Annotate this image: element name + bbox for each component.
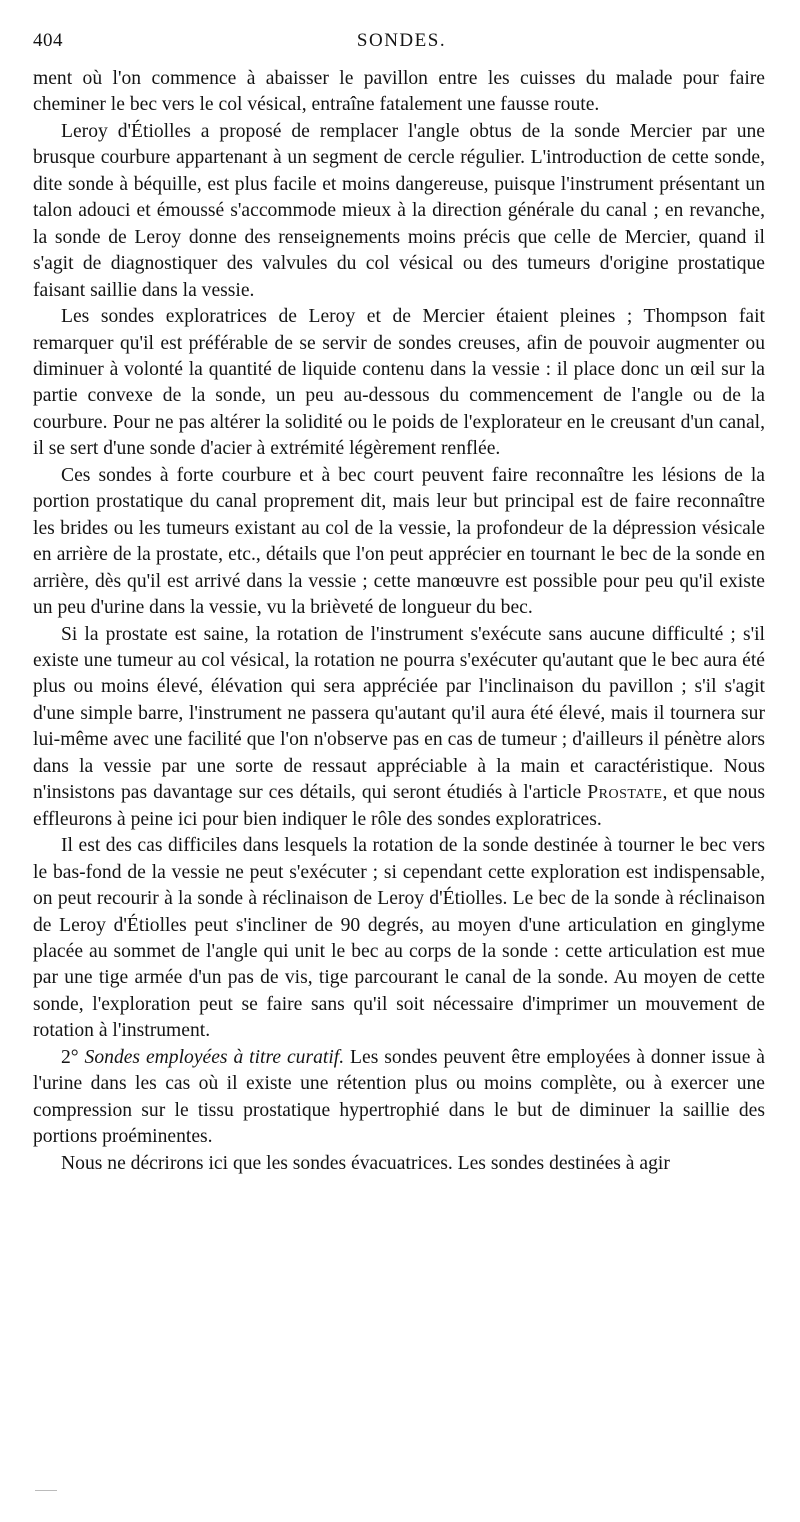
body-text <box>33 66 765 1177</box>
paragraph-prostate-saine <box>33 622 765 834</box>
paragraph-text: Ces sondes à forte courbure et à bec court peuvent faire reconnaître les lésions de la portion prostatique du canal proprement dit, mais leur but principal est de faire reconnaître les brides ou les tumeurs existant au col de la vessie, la profondeur de la dépression vésicale en arrière de la prostate, etc., détails que l'on peut apprécier en tournant le bec de la sonde en arrière, dès qu'il est arrivé dans la vessie ; cette manœuvre est possible pour peu qu'il existe un peu d'urine dans la vessie, vu la brièveté de longueur du bec. <box>33 464 765 619</box>
page-number: 404 <box>33 30 63 51</box>
paragraph-continuation <box>33 66 765 119</box>
paragraph-text: ment où l'on commence à abaisser le pavillon entre les cuisses du malade pour faire cheminer le bec vers le col vésical, entraîne fatalement une fausse route. <box>33 68 765 116</box>
paragraph-reclinaison <box>33 833 765 1045</box>
paragraph-sondes-curatives <box>33 1045 765 1151</box>
paragraph-text: Nous ne décrirons ici que les sondes évacuatrices. Les sondes destinées à agir <box>61 1152 670 1174</box>
paragraph-text: Il est des cas difficiles dans lesquels la rotation de la sonde destinée à tourner le bec vers le bas-fond de la vessie ne peut s'exécuter ; si cependant cette exploration est indispensable, on peut recourir à la sonde à réclinaison de Leroy d'Étiolles. Le bec de la sonde à réclinaison de Leroy d'Étiolles peut s'incliner de 90 degrés, au moyen d'une articulation en ginglyme placée au sommet de l'angle qui unit le bec au corps de la sonde : cette articulation est mue par une tige armée d'un pas de vis, tige parcourant le canal de la sonde. Au moyen de cette sonde, l'exploration peut se faire sans qu'il soit nécessaire d'imprimer un mouvement de rotation à l'instrument. <box>33 835 765 1042</box>
section-number: 2° <box>61 1046 79 1068</box>
paragraph-text: , et que nous effleurons à peine ici pour bien indiquer le rôle des sondes exploratrices. <box>33 782 765 830</box>
paragraph-sondes-evacuatrices <box>33 1151 765 1177</box>
paragraph-forte-courbure <box>33 463 765 622</box>
paragraph-text: Leroy d'Étiolles a proposé de remplacer l'angle obtus de la sonde Mercier par une brusque courbure appartenant à un segment de cercle régulier. L'introduction de cette sonde, dite sonde à béquille, est plus facile et moins dangereuse, puisque l'instrument présentant un talon adouci et émoussé s'accommode mieux à la direction générale du canal ; en revanche, la sonde de Leroy donne des renseignements moins précis que celle de Mercier, quand il s'agit de diagnostiquer des valvules du col vésical ou des tumeurs d'origine prostatique faisant saillie dans la vessie. <box>33 120 765 301</box>
article-reference: Prostate <box>587 782 663 804</box>
paragraph-text: Les sondes peuvent être employées à donner issue à l'urine dans les cas où il existe une rétention plus ou moins complète, ou à exercer une compression sur le tissu prostatique hypertrophié dans le but de diminuer la saillie des portions proéminentes. <box>33 1046 765 1148</box>
paragraph-text: Les sondes exploratrices de Leroy et de Mercier étaient pleines ; Thompson fait remarquer qu'il est préférable de se servir de sondes creuses, afin de pouvoir augmenter ou diminuer à volonté la quantité de liquide contenu dans la vessie : il place donc un œil sur la partie convexe de la sonde, un peu au-dessous du commencement de l'angle ou de la courbure. Pour ne pas altérer la solidité ou le poids de l'explorateur en le creusant d'un canal, il se sert d'une sonde d'acier à extrémité légèrement renflée. <box>33 306 765 460</box>
paragraph-sondes-exploratrices <box>33 304 765 463</box>
running-head <box>33 30 770 58</box>
footer-rule <box>35 1490 57 1491</box>
section-heading: Sondes employées à titre curatif. <box>84 1046 345 1068</box>
paragraph-leroy-sonde-bequille <box>33 119 765 304</box>
paragraph-text: Si la prostate est saine, la rotation de l'instrument s'exécute sans aucune difficulté ; s'il existe une tumeur au col vésical, la rotation ne pourra s'exécuter qu'autant que le bec aura été plus ou moins élevé, élévation qui sera appréciée par l'inclinaison du pavillon ; s'il s'agit d'une simple barre, l'instrument ne passera qu'autant qu'il aura été élevé, mais il tournera sur lui-même avec une facilité que l'on n'observe pas en cas de tumeur ; d'ailleurs il pénètre alors dans la vessie par une sorte de ressaut appréciable à la main et caractéristique. Nous n'insistons pas davantage sur ces détails, qui seront étudiés à l'article <box>33 623 765 804</box>
running-title: SONDES. <box>356 30 447 51</box>
